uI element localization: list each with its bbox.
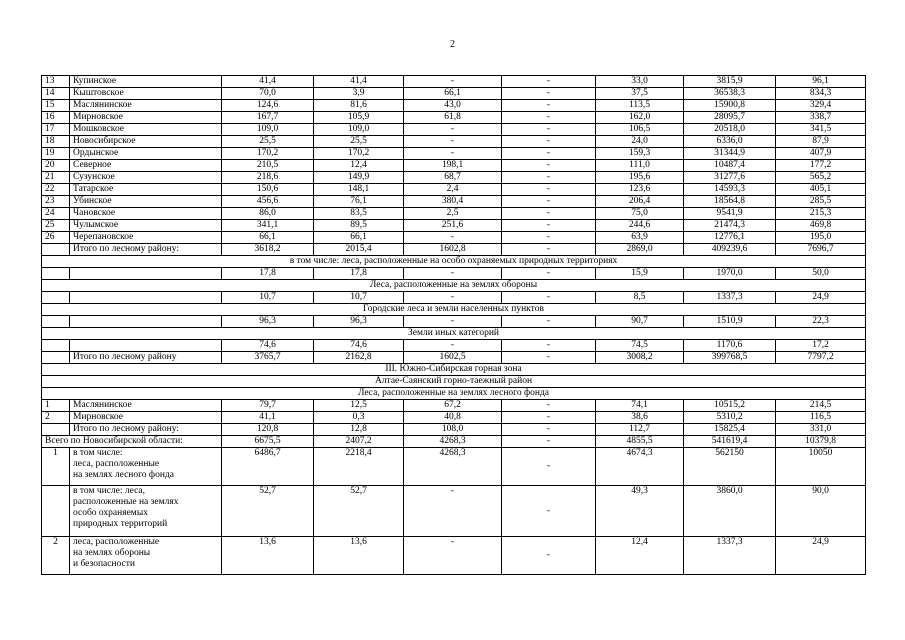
cell-forest-area: 0,3	[314, 412, 404, 424]
cell-other-area: -	[502, 124, 596, 136]
cell-forest-area: 66,1	[314, 232, 404, 244]
cell-nonforest-area: 198,1	[404, 160, 502, 172]
cell-stock-volume: 1970,0	[684, 268, 776, 280]
cell-nonforest-area: 4268,3	[404, 436, 502, 448]
cell-total-area: 86,0	[222, 208, 314, 220]
cell-other-area: -	[502, 112, 596, 124]
cell-forest-area: 81,6	[314, 100, 404, 112]
cell-row-number: 19	[42, 148, 70, 160]
table-row	[42, 172, 866, 184]
cell-region-name: Чановское	[70, 208, 222, 220]
cell-total-area: 150,6	[222, 184, 314, 196]
cell-forest-area: 17,8	[314, 268, 404, 280]
cell-covered-area: 63,9	[596, 232, 684, 244]
section-title: III. Южно-Сибирская горная зона	[42, 364, 866, 376]
cell-row-number: 20	[42, 160, 70, 172]
cell-forest-area: 74,6	[314, 340, 404, 352]
cell-annual-cut: 22,3	[776, 316, 866, 328]
cell-stock-volume: 28095,7	[684, 112, 776, 124]
grand-total-label: Всего по Новосибирской области:	[42, 436, 222, 448]
cell-total-area: 456,6	[222, 196, 314, 208]
cell-covered-area: 74,1	[596, 400, 684, 412]
cell-row-number	[42, 292, 70, 304]
cell-forest-area: 89,5	[314, 220, 404, 232]
cell-total-area: 218,6	[222, 172, 314, 184]
cell-row-number: 26	[42, 232, 70, 244]
cell-nonforest-area: 2,4	[404, 184, 502, 196]
section-header-row	[42, 304, 866, 316]
cell-other-area: -	[502, 292, 596, 304]
cell-region-name: Чулымское	[70, 220, 222, 232]
cell-covered-area: 38,6	[596, 412, 684, 424]
cell-stock-volume: 31277,6	[684, 172, 776, 184]
cell-other-area: -	[502, 268, 596, 280]
cell-total-area: 74,6	[222, 340, 314, 352]
cell-covered-area: 113,5	[596, 100, 684, 112]
cell-region-name: Убинское	[70, 196, 222, 208]
cell-total-area: 3765,7	[222, 352, 314, 364]
table-row	[42, 208, 866, 220]
cell-row-number: 22	[42, 184, 70, 196]
cell-annual-cut: 214,5	[776, 400, 866, 412]
cell-forest-area: 12,8	[314, 424, 404, 436]
cell-total-area: 6486,7	[222, 448, 314, 486]
table-row	[42, 184, 866, 196]
cell-total-area: 210,5	[222, 160, 314, 172]
cell-forest-area: 96,3	[314, 316, 404, 328]
cell-annual-cut: 116,5	[776, 412, 866, 424]
cell-covered-area: 8,5	[596, 292, 684, 304]
cell-other-area: -	[502, 196, 596, 208]
cell-row-number	[42, 486, 70, 537]
cell-covered-area: 75,0	[596, 208, 684, 220]
cell-nonforest-area: -	[404, 232, 502, 244]
cell-total-area: 52,7	[222, 486, 314, 537]
cell-stock-volume: 14593,3	[684, 184, 776, 196]
cell-total-area: 66,1	[222, 232, 314, 244]
cell-total-area: 120,8	[222, 424, 314, 436]
cell-row-number	[42, 340, 70, 352]
cell-forest-area: 13,6	[314, 537, 404, 575]
cell-nonforest-area: -	[404, 537, 502, 575]
table-row	[42, 316, 866, 328]
cell-row-number: 2	[42, 537, 70, 575]
cell-nonforest-area: -	[404, 316, 502, 328]
cell-nonforest-area: 1602,8	[404, 244, 502, 256]
table-row	[42, 148, 866, 160]
table-row	[42, 76, 866, 88]
cell-region-name: Сузунское	[70, 172, 222, 184]
cell-stock-volume: 5310,2	[684, 412, 776, 424]
cell-row-number: 21	[42, 172, 70, 184]
cell-nonforest-area: 40,8	[404, 412, 502, 424]
cell-region-name: Итого по лесному району	[70, 352, 222, 364]
cell-total-area: 109,0	[222, 124, 314, 136]
table-row	[42, 124, 866, 136]
table-row	[42, 424, 866, 436]
cell-region-name: в том числе: леса, расположенные на землях особо охраняемых природных территорий	[70, 486, 222, 537]
cell-row-number: 1	[42, 400, 70, 412]
cell-stock-volume: 1170,6	[684, 340, 776, 352]
cell-region-name: Ордынское	[70, 148, 222, 160]
section-title: Леса, расположенные на землях обороны	[42, 280, 866, 292]
cell-covered-area: 195,6	[596, 172, 684, 184]
cell-annual-cut: 87,9	[776, 136, 866, 148]
cell-other-area: -	[502, 400, 596, 412]
cell-other-area: -	[502, 486, 596, 537]
cell-total-area: 70,0	[222, 88, 314, 100]
cell-total-area: 6675,5	[222, 436, 314, 448]
cell-covered-area: 12,4	[596, 537, 684, 575]
cell-forest-area: 148,1	[314, 184, 404, 196]
cell-nonforest-area: 380,4	[404, 196, 502, 208]
section-title: Земли иных категорий	[42, 328, 866, 340]
cell-total-area: 10,7	[222, 292, 314, 304]
cell-nonforest-area: -	[404, 292, 502, 304]
section-title: Леса, расположенные на землях лесного фонда	[42, 388, 866, 400]
summary-row	[42, 448, 866, 486]
cell-row-number: 18	[42, 136, 70, 148]
cell-region-name: в том числе: леса, расположенные на землях лесного фонда	[70, 448, 222, 486]
table-row	[42, 244, 866, 256]
table-row	[42, 220, 866, 232]
cell-row-number	[42, 424, 70, 436]
cell-covered-area: 123,6	[596, 184, 684, 196]
cell-nonforest-area: 61,8	[404, 112, 502, 124]
cell-forest-area: 2407,2	[314, 436, 404, 448]
cell-nonforest-area: 2,5	[404, 208, 502, 220]
cell-covered-area: 4674,3	[596, 448, 684, 486]
cell-region-name: Северное	[70, 160, 222, 172]
cell-region-name	[70, 340, 222, 352]
forest-data-table	[41, 75, 866, 575]
cell-region-name: Кыштовское	[70, 88, 222, 100]
cell-region-name	[70, 268, 222, 280]
cell-other-area: -	[502, 340, 596, 352]
cell-annual-cut: 24,9	[776, 537, 866, 575]
cell-total-area: 170,2	[222, 148, 314, 160]
cell-row-number: 23	[42, 196, 70, 208]
cell-stock-volume: 10487,4	[684, 160, 776, 172]
cell-row-number: 17	[42, 124, 70, 136]
cell-covered-area: 162,0	[596, 112, 684, 124]
table-row	[42, 352, 866, 364]
cell-stock-volume: 15900,8	[684, 100, 776, 112]
cell-row-number	[42, 316, 70, 328]
cell-other-area: -	[502, 88, 596, 100]
table-row	[42, 268, 866, 280]
cell-covered-area: 74,5	[596, 340, 684, 352]
table-row	[42, 112, 866, 124]
cell-forest-area: 10,7	[314, 292, 404, 304]
cell-row-number	[42, 268, 70, 280]
cell-annual-cut: 469,8	[776, 220, 866, 232]
cell-region-name: Маслянинское	[70, 100, 222, 112]
cell-covered-area: 4855,5	[596, 436, 684, 448]
cell-nonforest-area: -	[404, 76, 502, 88]
cell-annual-cut: 10379,8	[776, 436, 866, 448]
cell-row-number: 2	[42, 412, 70, 424]
cell-row-number: 14	[42, 88, 70, 100]
cell-row-number: 15	[42, 100, 70, 112]
section-header-row	[42, 328, 866, 340]
cell-row-number	[42, 244, 70, 256]
cell-region-name: Мирновское	[70, 112, 222, 124]
table-row	[42, 100, 866, 112]
cell-forest-area: 2218,4	[314, 448, 404, 486]
cell-other-area: -	[502, 220, 596, 232]
cell-annual-cut: 329,4	[776, 100, 866, 112]
cell-other-area: -	[502, 136, 596, 148]
cell-other-area: -	[502, 160, 596, 172]
cell-total-area: 79,7	[222, 400, 314, 412]
table-row	[42, 88, 866, 100]
cell-region-name: Мошковское	[70, 124, 222, 136]
cell-total-area: 41,4	[222, 76, 314, 88]
cell-annual-cut: 195,0	[776, 232, 866, 244]
cell-nonforest-area: 67,2	[404, 400, 502, 412]
cell-total-area: 3618,2	[222, 244, 314, 256]
cell-other-area: -	[502, 208, 596, 220]
cell-region-name: Татарское	[70, 184, 222, 196]
cell-nonforest-area: -	[404, 136, 502, 148]
cell-forest-area: 2162,8	[314, 352, 404, 364]
section-header-row	[42, 376, 866, 388]
cell-region-name: Маслянинское	[70, 400, 222, 412]
cell-covered-area: 2869,0	[596, 244, 684, 256]
grand-total-row	[42, 436, 866, 448]
table-row	[42, 232, 866, 244]
cell-annual-cut: 331,0	[776, 424, 866, 436]
section-title: в том числе: леса, расположенные на особо охраняемых природных территориях	[42, 256, 866, 268]
section-title: Городские леса и земли населенных пунктов	[42, 304, 866, 316]
cell-covered-area: 206,4	[596, 196, 684, 208]
cell-annual-cut: 341,5	[776, 124, 866, 136]
cell-row-number: 13	[42, 76, 70, 88]
cell-nonforest-area: 251,6	[404, 220, 502, 232]
cell-forest-area: 12,4	[314, 160, 404, 172]
cell-nonforest-area: -	[404, 486, 502, 537]
cell-stock-volume: 1337,3	[684, 537, 776, 575]
cell-other-area: -	[502, 436, 596, 448]
cell-forest-area: 3,9	[314, 88, 404, 100]
cell-nonforest-area: -	[404, 148, 502, 160]
cell-covered-area: 3008,2	[596, 352, 684, 364]
cell-stock-volume: 1510,9	[684, 316, 776, 328]
cell-row-number: 1	[42, 448, 70, 486]
cell-other-area: -	[502, 412, 596, 424]
cell-covered-area: 24,0	[596, 136, 684, 148]
section-header-row	[42, 280, 866, 292]
cell-total-area: 96,3	[222, 316, 314, 328]
table-row	[42, 400, 866, 412]
cell-row-number: 16	[42, 112, 70, 124]
cell-total-area: 167,7	[222, 112, 314, 124]
cell-forest-area: 83,5	[314, 208, 404, 220]
section-header-row	[42, 364, 866, 376]
cell-annual-cut: 10050	[776, 448, 866, 486]
cell-total-area: 41,1	[222, 412, 314, 424]
cell-forest-area: 41,4	[314, 76, 404, 88]
cell-forest-area: 2015,4	[314, 244, 404, 256]
table-row	[42, 292, 866, 304]
cell-nonforest-area: 4268,3	[404, 448, 502, 486]
cell-other-area: -	[502, 172, 596, 184]
cell-other-area: -	[502, 148, 596, 160]
cell-stock-volume: 21474,3	[684, 220, 776, 232]
cell-annual-cut: 96,1	[776, 76, 866, 88]
cell-forest-area: 105,9	[314, 112, 404, 124]
summary-row	[42, 486, 866, 537]
cell-region-name: леса, расположенные на землях обороны и безопасности	[70, 537, 222, 575]
cell-other-area: -	[502, 424, 596, 436]
cell-nonforest-area: 1602,5	[404, 352, 502, 364]
cell-region-name: Мирновское	[70, 412, 222, 424]
cell-covered-area: 244,6	[596, 220, 684, 232]
cell-covered-area: 49,3	[596, 486, 684, 537]
cell-stock-volume: 10515,2	[684, 400, 776, 412]
table-row	[42, 136, 866, 148]
cell-covered-area: 33,0	[596, 76, 684, 88]
cell-row-number: 25	[42, 220, 70, 232]
cell-covered-area: 111,0	[596, 160, 684, 172]
cell-nonforest-area: 108,0	[404, 424, 502, 436]
cell-nonforest-area: -	[404, 340, 502, 352]
cell-forest-area: 149,9	[314, 172, 404, 184]
table-row	[42, 412, 866, 424]
cell-region-name: Новосибирское	[70, 136, 222, 148]
cell-other-area: -	[502, 244, 596, 256]
cell-region-name: Итого по лесному району:	[70, 424, 222, 436]
cell-stock-volume: 1337,3	[684, 292, 776, 304]
cell-forest-area: 109,0	[314, 124, 404, 136]
cell-region-name: Купинское	[70, 76, 222, 88]
table-row	[42, 340, 866, 352]
cell-nonforest-area: -	[404, 268, 502, 280]
cell-region-name: Итого по лесному району:	[70, 244, 222, 256]
cell-nonforest-area: 68,7	[404, 172, 502, 184]
cell-total-area: 13,6	[222, 537, 314, 575]
cell-annual-cut: 285,5	[776, 196, 866, 208]
cell-annual-cut: 565,2	[776, 172, 866, 184]
cell-stock-volume: 3815,9	[684, 76, 776, 88]
table-row	[42, 196, 866, 208]
cell-other-area: -	[502, 100, 596, 112]
cell-stock-volume: 9541,9	[684, 208, 776, 220]
cell-nonforest-area: 66,1	[404, 88, 502, 100]
cell-stock-volume: 36538,3	[684, 88, 776, 100]
cell-forest-area: 52,7	[314, 486, 404, 537]
cell-region-name	[70, 292, 222, 304]
cell-region-name	[70, 316, 222, 328]
cell-annual-cut: 17,2	[776, 340, 866, 352]
cell-other-area: -	[502, 232, 596, 244]
cell-other-area: -	[502, 76, 596, 88]
cell-row-number: 24	[42, 208, 70, 220]
cell-other-area: -	[502, 316, 596, 328]
cell-total-area: 124,6	[222, 100, 314, 112]
cell-forest-area: 12,5	[314, 400, 404, 412]
cell-stock-volume: 409239,6	[684, 244, 776, 256]
cell-annual-cut: 24,9	[776, 292, 866, 304]
cell-annual-cut: 215,3	[776, 208, 866, 220]
cell-covered-area: 159,3	[596, 148, 684, 160]
section-header-row	[42, 256, 866, 268]
cell-annual-cut: 405,1	[776, 184, 866, 196]
cell-forest-area: 25,5	[314, 136, 404, 148]
cell-total-area: 17,8	[222, 268, 314, 280]
cell-covered-area: 106,5	[596, 124, 684, 136]
cell-annual-cut: 50,0	[776, 268, 866, 280]
section-header-row	[42, 388, 866, 400]
table-body	[42, 76, 866, 575]
section-title: Алтае-Саянский горно-таежный район	[42, 376, 866, 388]
cell-annual-cut: 407,9	[776, 148, 866, 160]
cell-other-area: -	[502, 537, 596, 575]
cell-annual-cut: 90,0	[776, 486, 866, 537]
cell-stock-volume: 15825,4	[684, 424, 776, 436]
cell-stock-volume: 541619,4	[684, 436, 776, 448]
cell-region-name: Черепановское	[70, 232, 222, 244]
cell-other-area: -	[502, 448, 596, 486]
cell-annual-cut: 7797,2	[776, 352, 866, 364]
summary-row	[42, 537, 866, 575]
cell-stock-volume: 3860,0	[684, 486, 776, 537]
cell-stock-volume: 18564,8	[684, 196, 776, 208]
cell-row-number	[42, 352, 70, 364]
cell-forest-area: 76,1	[314, 196, 404, 208]
cell-total-area: 25,5	[222, 136, 314, 148]
cell-stock-volume: 12776,1	[684, 232, 776, 244]
cell-covered-area: 15,9	[596, 268, 684, 280]
cell-nonforest-area: -	[404, 124, 502, 136]
cell-annual-cut: 338,7	[776, 112, 866, 124]
table-row	[42, 160, 866, 172]
cell-stock-volume: 399768,5	[684, 352, 776, 364]
cell-forest-area: 170,2	[314, 148, 404, 160]
cell-annual-cut: 834,3	[776, 88, 866, 100]
page-number: 2	[450, 39, 455, 50]
cell-total-area: 341,1	[222, 220, 314, 232]
cell-stock-volume: 562150	[684, 448, 776, 486]
cell-annual-cut: 177,2	[776, 160, 866, 172]
cell-stock-volume: 20518,0	[684, 124, 776, 136]
cell-stock-volume: 6336,0	[684, 136, 776, 148]
cell-annual-cut: 7696,7	[776, 244, 866, 256]
cell-covered-area: 37,5	[596, 88, 684, 100]
cell-nonforest-area: 43,0	[404, 100, 502, 112]
cell-other-area: -	[502, 352, 596, 364]
cell-stock-volume: 31344,9	[684, 148, 776, 160]
cell-other-area: -	[502, 184, 596, 196]
cell-covered-area: 90,7	[596, 316, 684, 328]
cell-covered-area: 112,7	[596, 424, 684, 436]
